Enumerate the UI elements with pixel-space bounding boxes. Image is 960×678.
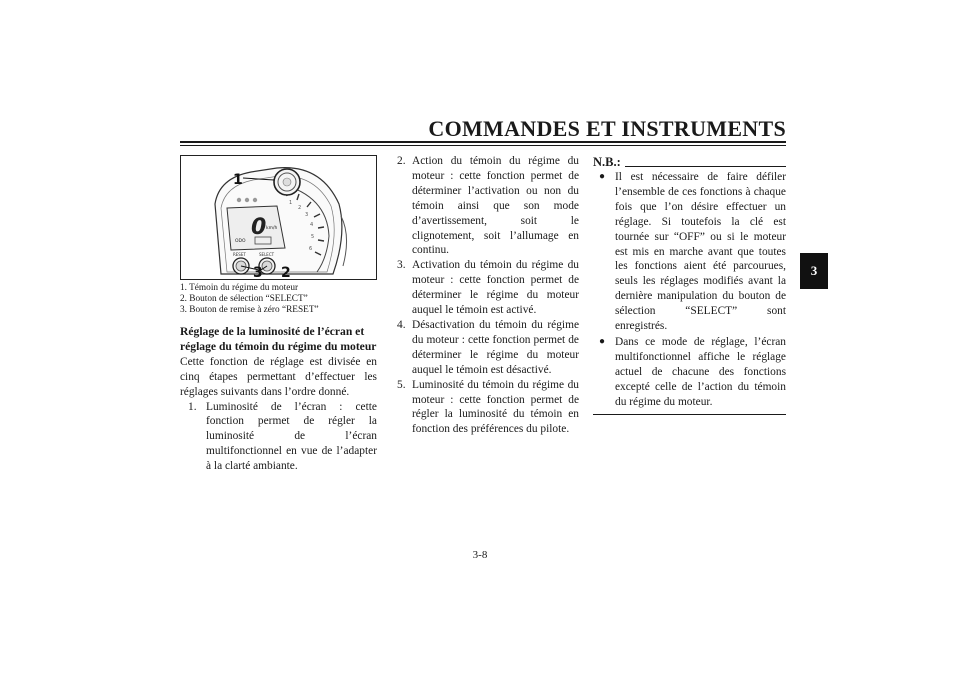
lcd-unit: km/h bbox=[266, 226, 278, 231]
list-item bbox=[397, 318, 579, 378]
note-bullet-text: Il est nécessaire de faire défiler l’ensemble de ces fonctions à chaque fois que l’on désire effectuer un réglage. Si toutefois la clé est tournée sur “OFF” ou si le moteur est mis en marche avant que toutes les fonctions aient été parcourues, seuls les réglages modifiés avant la dernière manipulation du bouton de sélection “SELECT” sont enregistrés. bbox=[615, 171, 786, 333]
page-number: 3-8 bbox=[472, 549, 488, 561]
note-label: N.B.: bbox=[593, 155, 621, 169]
section-heading: Réglage de la luminosité de l’écran et réglage du témoin du régime du moteur bbox=[180, 325, 377, 353]
note-rule bbox=[625, 166, 786, 167]
callout-3: 3 bbox=[253, 265, 263, 279]
list-item-text: Action du témoin du régime du moteur : cette fonction permet de déterminer l’activation ou non du témoin ainsi que son mode d’avertissement, soit le clignotement, soit l’allumage en continu. bbox=[412, 155, 579, 257]
svg-text:1: 1 bbox=[289, 200, 293, 206]
caption-3: 3. Bouton de remise à zéro “RESET” bbox=[180, 305, 319, 315]
list-item-text: Luminosité du témoin du régime du moteur : cette fonction permet de régler la luminosité du témoin en fonction des préférences du pilote. bbox=[412, 378, 579, 436]
list-item-text: Luminosité de l’écran : cette fonction permet de régler la luminosité de l’écran multifonctionnel en vue de l’adapter à la clarté ambiante. bbox=[206, 400, 377, 473]
note-box bbox=[593, 154, 786, 415]
svg-text:6: 6 bbox=[309, 246, 313, 252]
instrument-panel-illustration bbox=[181, 156, 376, 279]
list-item-text: Désactivation du témoin du régime du moteur : cette fonction permet de déterminer le régime du moteur auquel le témoin est désactivé. bbox=[412, 318, 579, 376]
list-item-number: 1. bbox=[188, 400, 197, 413]
header-rule-thin bbox=[180, 145, 786, 146]
page-header-title: COMMANDES ET INSTRUMENTS bbox=[428, 116, 786, 141]
left-column bbox=[180, 325, 377, 474]
svg-text:3: 3 bbox=[305, 212, 309, 218]
svg-text:4: 4 bbox=[310, 222, 314, 228]
list-item-text: Activation du témoin du régime du moteur : cette fonction permet de déterminer le régime du moteur auquel le témoin est activé. bbox=[412, 259, 579, 317]
instrument-panel-figure bbox=[180, 155, 377, 280]
caption-2: 2. Bouton de sélection “SELECT” bbox=[180, 294, 308, 304]
list-item-number: 5. bbox=[397, 378, 406, 391]
lcd-odo-label: ODO bbox=[235, 239, 246, 244]
chapter-tab: 3 bbox=[800, 253, 828, 289]
header-rule bbox=[180, 141, 786, 143]
note-end-rule bbox=[593, 414, 786, 415]
reset-label: RESET bbox=[233, 252, 246, 257]
callout-2: 2 bbox=[281, 265, 291, 279]
svg-text:2: 2 bbox=[298, 205, 302, 211]
callout-1: 1 bbox=[233, 172, 243, 188]
bullet-icon: ● bbox=[599, 171, 606, 182]
list-item bbox=[397, 154, 579, 258]
list-item bbox=[397, 378, 579, 438]
list-item-number: 3. bbox=[397, 259, 406, 272]
intro-paragraph: Cette fonction de réglage est divisée en cinq étapes permettant d’effectuer les réglages suivants dans l’ordre donné. bbox=[180, 355, 377, 398]
note-bullet bbox=[593, 335, 786, 410]
note-header bbox=[593, 154, 786, 169]
bullet-icon: ● bbox=[599, 335, 606, 347]
middle-column bbox=[397, 154, 579, 437]
note-bullet bbox=[593, 170, 786, 334]
note-bullet-text: Dans ce mode de réglage, l’écran multifonctionnel affiche le réglage actuel de chacune des fonctions excepté celle de l’action du témoin du régime du moteur. bbox=[615, 335, 786, 408]
list-item-number: 2. bbox=[397, 155, 406, 167]
lcd-digit: 0 bbox=[251, 215, 267, 240]
svg-text:5: 5 bbox=[311, 234, 315, 240]
caption-1: 1. Témoin du régime du moteur bbox=[180, 283, 299, 293]
list-item-number: 4. bbox=[397, 318, 406, 331]
list-item bbox=[397, 258, 579, 318]
list-item bbox=[180, 400, 377, 475]
figure-captions bbox=[180, 283, 380, 316]
select-label: SELECT bbox=[259, 252, 275, 257]
